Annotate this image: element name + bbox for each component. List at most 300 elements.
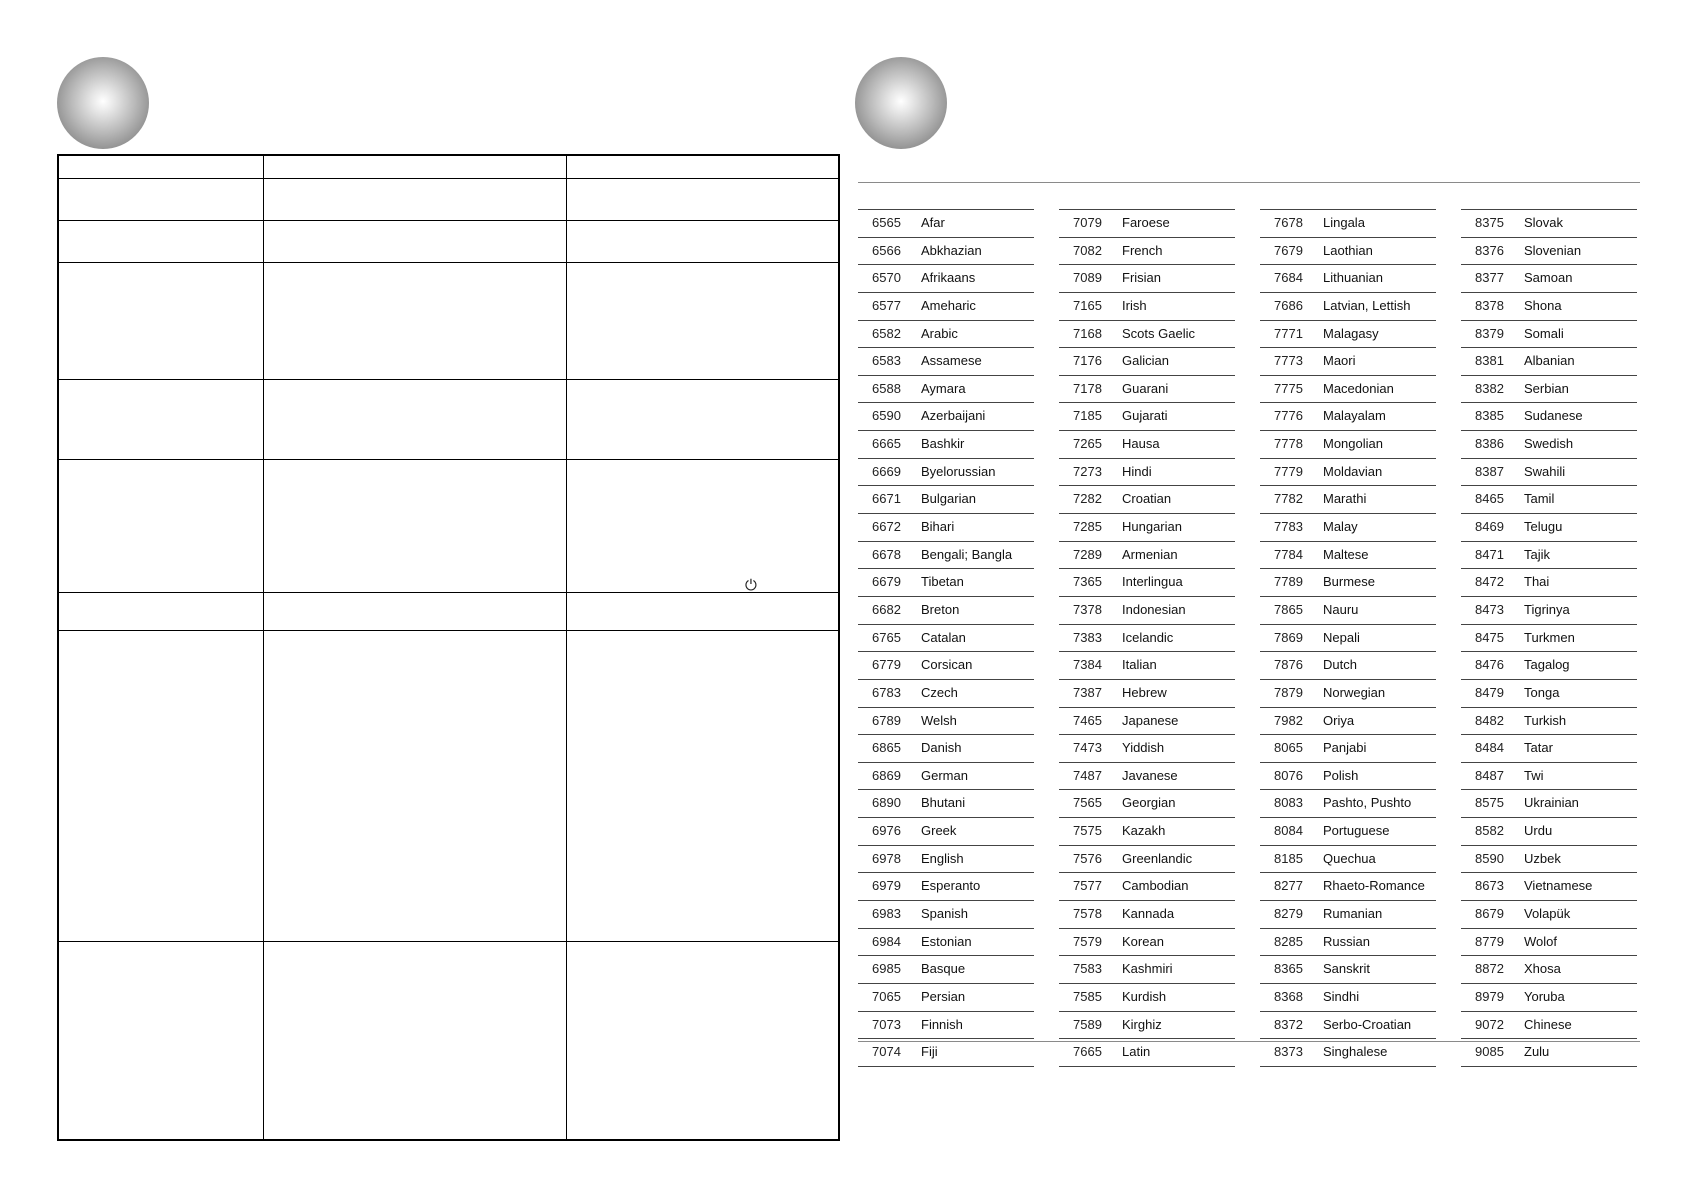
language-name: Byelorussian xyxy=(921,463,996,479)
section-top-rule xyxy=(858,182,1640,183)
language-code-row xyxy=(1059,238,1235,266)
language-name: Bhutani xyxy=(921,795,966,811)
language-code-row xyxy=(1260,984,1436,1012)
language-name: Marathi xyxy=(1323,491,1367,507)
language-code: 8473 xyxy=(1475,601,1504,617)
language-code-row xyxy=(1461,486,1637,514)
language-code: 8475 xyxy=(1475,629,1504,645)
language-name: Georgian xyxy=(1122,795,1176,811)
language-name: Slovenian xyxy=(1524,242,1582,258)
language-name: Kirghiz xyxy=(1122,1016,1162,1032)
language-name: Samoan xyxy=(1524,270,1573,286)
language-name: Persian xyxy=(921,988,966,1004)
language-code-row xyxy=(1059,735,1235,763)
language-code: 7589 xyxy=(1073,1016,1102,1032)
language-name: Bengali; Bangla xyxy=(921,546,1013,562)
language-code-row xyxy=(1059,431,1235,459)
language-name: Lingala xyxy=(1323,215,1365,230)
language-name: Frisian xyxy=(1122,270,1162,286)
language-name: Malagasy xyxy=(1323,325,1379,341)
language-name: Sudanese xyxy=(1524,408,1583,424)
language-name: Japanese xyxy=(1122,712,1179,728)
language-code-row xyxy=(1260,873,1436,901)
language-name: Swedish xyxy=(1524,436,1574,452)
language-code: 6779 xyxy=(872,657,901,673)
language-code-row xyxy=(1059,1012,1235,1040)
language-name: Moldavian xyxy=(1323,463,1383,479)
language-name: Abkhazian xyxy=(921,242,982,258)
language-name: French xyxy=(1122,242,1163,258)
language-code-row xyxy=(1461,403,1637,431)
language-name: Laothian xyxy=(1323,242,1373,258)
language-name: Hebrew xyxy=(1122,684,1167,700)
language-code: 8185 xyxy=(1274,850,1303,866)
language-name: Hungarian xyxy=(1122,519,1182,535)
language-code-row xyxy=(1461,1012,1637,1040)
language-code: 8479 xyxy=(1475,684,1504,700)
language-name: Maltese xyxy=(1323,546,1369,562)
language-code: 7686 xyxy=(1274,297,1303,313)
language-code-column xyxy=(1059,209,1235,1067)
language-code: 8376 xyxy=(1475,242,1504,258)
language-code-row xyxy=(1059,763,1235,791)
language-code: 7678 xyxy=(1274,215,1303,230)
language-name: Rumanian xyxy=(1323,906,1383,922)
language-code-row xyxy=(1260,597,1436,625)
language-code-row xyxy=(1461,569,1637,597)
language-code: 9085 xyxy=(1475,1044,1504,1060)
language-code: 6565 xyxy=(872,215,901,230)
language-name: Swahili xyxy=(1524,463,1566,479)
language-code-row xyxy=(1260,321,1436,349)
language-code: 8365 xyxy=(1274,961,1303,977)
language-code-row xyxy=(858,680,1034,708)
section-badge-left xyxy=(57,57,149,149)
language-code-row xyxy=(858,708,1034,736)
language-name: Malayalam xyxy=(1323,408,1386,424)
language-name: Uzbek xyxy=(1524,850,1561,866)
language-code: 8076 xyxy=(1274,767,1303,783)
language-code: 7865 xyxy=(1274,601,1303,617)
language-name: Oriya xyxy=(1323,712,1355,728)
language-name: English xyxy=(921,850,964,866)
language-code-row xyxy=(858,348,1034,376)
language-name: Azerbaijani xyxy=(921,408,986,424)
language-code: 7684 xyxy=(1274,270,1303,286)
language-code-row xyxy=(1260,459,1436,487)
language-name: Irish xyxy=(1122,297,1147,313)
language-name: Tamil xyxy=(1524,491,1555,507)
language-name: Sindhi xyxy=(1323,988,1360,1004)
language-name: Tigrinya xyxy=(1524,601,1570,617)
language-code-row xyxy=(1260,431,1436,459)
language-code-row xyxy=(1461,1039,1637,1067)
language-code-row xyxy=(1260,265,1436,293)
language-code-row xyxy=(1461,625,1637,653)
language-name: Serbian xyxy=(1524,380,1569,396)
language-code: 7387 xyxy=(1073,684,1102,700)
language-code-row xyxy=(1260,542,1436,570)
language-name: Urdu xyxy=(1524,823,1553,839)
language-name: Serbo-Croatian xyxy=(1323,1016,1412,1032)
language-name: Xhosa xyxy=(1524,961,1561,977)
table-row-divider xyxy=(59,592,838,593)
language-code-row xyxy=(1461,680,1637,708)
language-name: Faroese xyxy=(1122,215,1170,230)
language-name: German xyxy=(921,767,968,783)
language-code-row xyxy=(1461,542,1637,570)
language-name: Turkmen xyxy=(1524,629,1575,645)
language-code: 7073 xyxy=(872,1016,901,1032)
language-code-row xyxy=(858,293,1034,321)
language-code: 6588 xyxy=(872,380,901,396)
language-code: 7265 xyxy=(1073,436,1102,452)
language-code: 8084 xyxy=(1274,823,1303,839)
language-code: 6976 xyxy=(872,823,901,839)
language-name: Assamese xyxy=(921,353,982,369)
language-code: 8472 xyxy=(1475,574,1504,590)
language-code: 8378 xyxy=(1475,297,1504,313)
language-code: 7365 xyxy=(1073,574,1102,590)
language-code-row xyxy=(1059,265,1235,293)
language-name: Scots Gaelic xyxy=(1122,325,1195,341)
language-code: 8484 xyxy=(1475,740,1504,756)
language-code: 7577 xyxy=(1073,878,1102,894)
language-code-row xyxy=(1059,459,1235,487)
language-code: 7776 xyxy=(1274,408,1303,424)
language-code: 6577 xyxy=(872,297,901,313)
language-name: Korean xyxy=(1122,933,1164,949)
language-code: 6985 xyxy=(872,961,901,977)
table-row-divider xyxy=(59,379,838,380)
language-code-row xyxy=(1260,376,1436,404)
language-name: Maori xyxy=(1323,353,1356,369)
language-name: Pashto, Pushto xyxy=(1323,795,1412,811)
language-name: Shona xyxy=(1524,297,1562,313)
language-code: 8382 xyxy=(1475,380,1504,396)
language-name: Tagalog xyxy=(1524,657,1570,673)
language-code-row xyxy=(858,321,1034,349)
language-code-row xyxy=(1260,210,1436,238)
language-code: 7583 xyxy=(1073,961,1102,977)
language-code: 8679 xyxy=(1475,906,1504,922)
language-code: 8385 xyxy=(1475,408,1504,424)
language-code-row xyxy=(1461,597,1637,625)
section-bottom-rule xyxy=(858,1041,1640,1042)
language-code: 7185 xyxy=(1073,408,1102,424)
language-code-row xyxy=(1461,238,1637,266)
language-code: 7782 xyxy=(1274,491,1303,507)
language-code: 7473 xyxy=(1073,740,1102,756)
language-code-row xyxy=(1260,625,1436,653)
language-code: 8673 xyxy=(1475,878,1504,894)
troubleshooting-table xyxy=(57,154,840,1141)
language-code-row xyxy=(1260,956,1436,984)
language-name: Nepali xyxy=(1323,629,1360,645)
language-code-column xyxy=(1260,209,1436,1067)
language-name: Albanian xyxy=(1524,353,1575,369)
language-code: 8285 xyxy=(1274,933,1303,949)
language-code-row xyxy=(1461,956,1637,984)
language-code: 6978 xyxy=(872,850,901,866)
language-code: 7079 xyxy=(1073,215,1102,230)
language-code-column xyxy=(1461,209,1637,1067)
language-code-row xyxy=(1461,873,1637,901)
language-name: Chinese xyxy=(1524,1016,1572,1032)
language-code: 7465 xyxy=(1073,712,1102,728)
language-name: Welsh xyxy=(921,712,957,728)
language-name: Javanese xyxy=(1122,767,1178,783)
language-name: Latvian, Lettish xyxy=(1323,297,1411,313)
language-name: Sanskrit xyxy=(1323,961,1370,977)
language-name: Burmese xyxy=(1323,574,1376,590)
language-code: 7771 xyxy=(1274,325,1303,341)
language-code-row xyxy=(1059,901,1235,929)
language-code-column xyxy=(858,209,1034,1067)
language-name: Slovak xyxy=(1524,215,1564,230)
language-code-row xyxy=(1260,293,1436,321)
language-code: 6984 xyxy=(872,933,901,949)
power-icon: ⏻ xyxy=(745,577,757,594)
language-code-row xyxy=(1260,514,1436,542)
language-name: Bulgarian xyxy=(921,491,976,507)
language-code: 7679 xyxy=(1274,242,1303,258)
language-code: 7783 xyxy=(1274,519,1303,535)
language-code-row xyxy=(1059,348,1235,376)
language-name: Hausa xyxy=(1122,436,1160,452)
language-name: Tibetan xyxy=(921,574,964,590)
language-name: Twi xyxy=(1524,767,1544,783)
language-name: Volapük xyxy=(1524,906,1571,922)
language-name: Gujarati xyxy=(1122,408,1168,424)
language-code: 6570 xyxy=(872,270,901,286)
language-name: Spanish xyxy=(921,906,968,922)
language-code: 6590 xyxy=(872,408,901,424)
language-code-row xyxy=(858,431,1034,459)
language-code: 7378 xyxy=(1073,601,1102,617)
language-code-row xyxy=(858,403,1034,431)
language-name: Italian xyxy=(1122,657,1157,673)
language-name: Lithuanian xyxy=(1323,270,1383,286)
language-code: 8487 xyxy=(1475,767,1504,783)
language-name: Arabic xyxy=(921,325,958,341)
language-code: 7074 xyxy=(872,1044,901,1060)
language-code-row xyxy=(858,735,1034,763)
language-code: 7779 xyxy=(1274,463,1303,479)
language-name: Polish xyxy=(1323,767,1359,783)
language-code-row xyxy=(1059,846,1235,874)
language-code-row xyxy=(1461,708,1637,736)
language-code: 6789 xyxy=(872,712,901,728)
language-code: 7585 xyxy=(1073,988,1102,1004)
language-code: 8368 xyxy=(1274,988,1303,1004)
language-code: 7384 xyxy=(1073,657,1102,673)
language-name: Vietnamese xyxy=(1524,878,1593,894)
language-code: 7289 xyxy=(1073,546,1102,562)
language-code-row xyxy=(858,1039,1034,1067)
language-code: 8872 xyxy=(1475,961,1504,977)
language-code-row xyxy=(1260,763,1436,791)
language-name: Aymara xyxy=(921,380,966,396)
language-name: Estonian xyxy=(921,933,972,949)
language-code-row xyxy=(1461,846,1637,874)
language-code: 8469 xyxy=(1475,519,1504,535)
language-code-row xyxy=(1461,459,1637,487)
language-name: Hindi xyxy=(1122,463,1152,479)
language-name: Turkish xyxy=(1524,712,1567,728)
language-code: 8482 xyxy=(1475,712,1504,728)
language-name: Interlingua xyxy=(1122,574,1183,590)
language-name: Finnish xyxy=(921,1016,963,1032)
language-code-row xyxy=(1059,1039,1235,1067)
language-name: Portuguese xyxy=(1323,823,1390,839)
language-code-row xyxy=(1059,210,1235,238)
language-code-row xyxy=(1260,238,1436,266)
language-code-row xyxy=(1461,265,1637,293)
language-code: 8083 xyxy=(1274,795,1303,811)
language-name: Wolof xyxy=(1524,933,1557,949)
table-row-divider xyxy=(59,262,838,263)
language-name: Dutch xyxy=(1323,657,1357,673)
language-code: 6671 xyxy=(872,491,901,507)
language-code: 7773 xyxy=(1274,353,1303,369)
language-code: 6979 xyxy=(872,878,901,894)
language-code: 7575 xyxy=(1073,823,1102,839)
language-code: 7273 xyxy=(1073,463,1102,479)
language-code: 6890 xyxy=(872,795,901,811)
language-code: 6783 xyxy=(872,684,901,700)
language-code: 8979 xyxy=(1475,988,1504,1004)
language-name: Thai xyxy=(1524,574,1550,590)
language-code: 6583 xyxy=(872,353,901,369)
language-code-row xyxy=(1260,735,1436,763)
language-code-row xyxy=(1059,542,1235,570)
language-code-row xyxy=(1059,956,1235,984)
language-code-row xyxy=(858,265,1034,293)
language-code: 8372 xyxy=(1274,1016,1303,1032)
language-code: 8465 xyxy=(1475,491,1504,507)
language-name: Latin xyxy=(1122,1044,1151,1060)
language-code-row xyxy=(1260,403,1436,431)
language-name: Tonga xyxy=(1524,684,1560,700)
language-code-row xyxy=(858,652,1034,680)
language-code: 7065 xyxy=(872,988,901,1004)
language-code-list xyxy=(858,182,1640,1060)
language-code: 7165 xyxy=(1073,297,1102,313)
table-row-divider xyxy=(59,459,838,460)
language-code-row xyxy=(1260,652,1436,680)
language-code: 8379 xyxy=(1475,325,1504,341)
language-name: Macedonian xyxy=(1323,380,1394,396)
table-row-divider xyxy=(59,630,838,631)
language-code: 7176 xyxy=(1073,353,1102,369)
language-code-row xyxy=(1260,790,1436,818)
language-name: Greek xyxy=(921,823,957,839)
language-name: Kazakh xyxy=(1122,823,1166,839)
language-code: 7879 xyxy=(1274,684,1303,700)
language-name: Cambodian xyxy=(1122,878,1189,894)
table-column-divider xyxy=(263,156,264,1139)
language-code: 8373 xyxy=(1274,1044,1303,1060)
language-code-row xyxy=(858,763,1034,791)
language-name: Telugu xyxy=(1524,519,1563,535)
language-name: Armenian xyxy=(1122,546,1178,562)
language-code-row xyxy=(1461,901,1637,929)
language-code-row xyxy=(1059,818,1235,846)
language-code: 6865 xyxy=(872,740,901,756)
language-code: 7565 xyxy=(1073,795,1102,811)
language-code-row xyxy=(1461,210,1637,238)
language-code-row xyxy=(1260,708,1436,736)
language-code: 7876 xyxy=(1274,657,1303,673)
language-name: Catalan xyxy=(921,629,966,645)
language-name: Russian xyxy=(1323,933,1370,949)
language-code-row xyxy=(1059,708,1235,736)
language-code-row xyxy=(1059,680,1235,708)
language-code: 7089 xyxy=(1073,270,1102,286)
language-code: 7282 xyxy=(1073,491,1102,507)
table-row-divider xyxy=(59,941,838,942)
language-name: Galician xyxy=(1122,353,1169,369)
language-code-row xyxy=(1059,625,1235,653)
language-name: Czech xyxy=(921,684,958,700)
language-code: 6983 xyxy=(872,906,901,922)
language-code-row xyxy=(858,569,1034,597)
language-code: 7578 xyxy=(1073,906,1102,922)
language-code-row xyxy=(1461,431,1637,459)
language-code: 6678 xyxy=(872,546,901,562)
language-code: 8575 xyxy=(1475,795,1504,811)
language-code-row xyxy=(1461,763,1637,791)
language-code: 7383 xyxy=(1073,629,1102,645)
language-code: 7784 xyxy=(1274,546,1303,562)
language-code-row xyxy=(1059,929,1235,957)
language-code-row xyxy=(1260,1012,1436,1040)
language-code-row xyxy=(858,238,1034,266)
language-code: 7487 xyxy=(1073,767,1102,783)
language-code-row xyxy=(858,956,1034,984)
language-code: 8386 xyxy=(1475,436,1504,452)
language-code-row xyxy=(1059,652,1235,680)
language-name: Breton xyxy=(921,601,960,617)
language-name: Malay xyxy=(1323,519,1358,535)
language-code: 8277 xyxy=(1274,878,1303,894)
language-name: Bihari xyxy=(921,519,955,535)
language-name: Ukrainian xyxy=(1524,795,1579,811)
language-code-row xyxy=(1461,735,1637,763)
language-name: Rhaeto-Romance xyxy=(1323,878,1425,894)
language-name: Greenlandic xyxy=(1122,850,1193,866)
language-code-row xyxy=(1059,790,1235,818)
language-code: 7082 xyxy=(1073,242,1102,258)
language-name: Singhalese xyxy=(1323,1044,1388,1060)
language-code: 7168 xyxy=(1073,325,1102,341)
language-code-row xyxy=(1461,348,1637,376)
language-code-row xyxy=(858,901,1034,929)
language-code-row xyxy=(1059,376,1235,404)
language-code-row xyxy=(1461,818,1637,846)
language-code: 8377 xyxy=(1475,270,1504,286)
language-name: Ameharic xyxy=(921,297,976,313)
language-code: 7665 xyxy=(1073,1044,1102,1060)
language-code-row xyxy=(1059,293,1235,321)
language-code: 8065 xyxy=(1274,740,1303,756)
language-name: Kashmiri xyxy=(1122,961,1173,977)
language-code-row xyxy=(1059,569,1235,597)
language-code-row xyxy=(1461,929,1637,957)
language-code: 6682 xyxy=(872,601,901,617)
language-code: 8279 xyxy=(1274,906,1303,922)
